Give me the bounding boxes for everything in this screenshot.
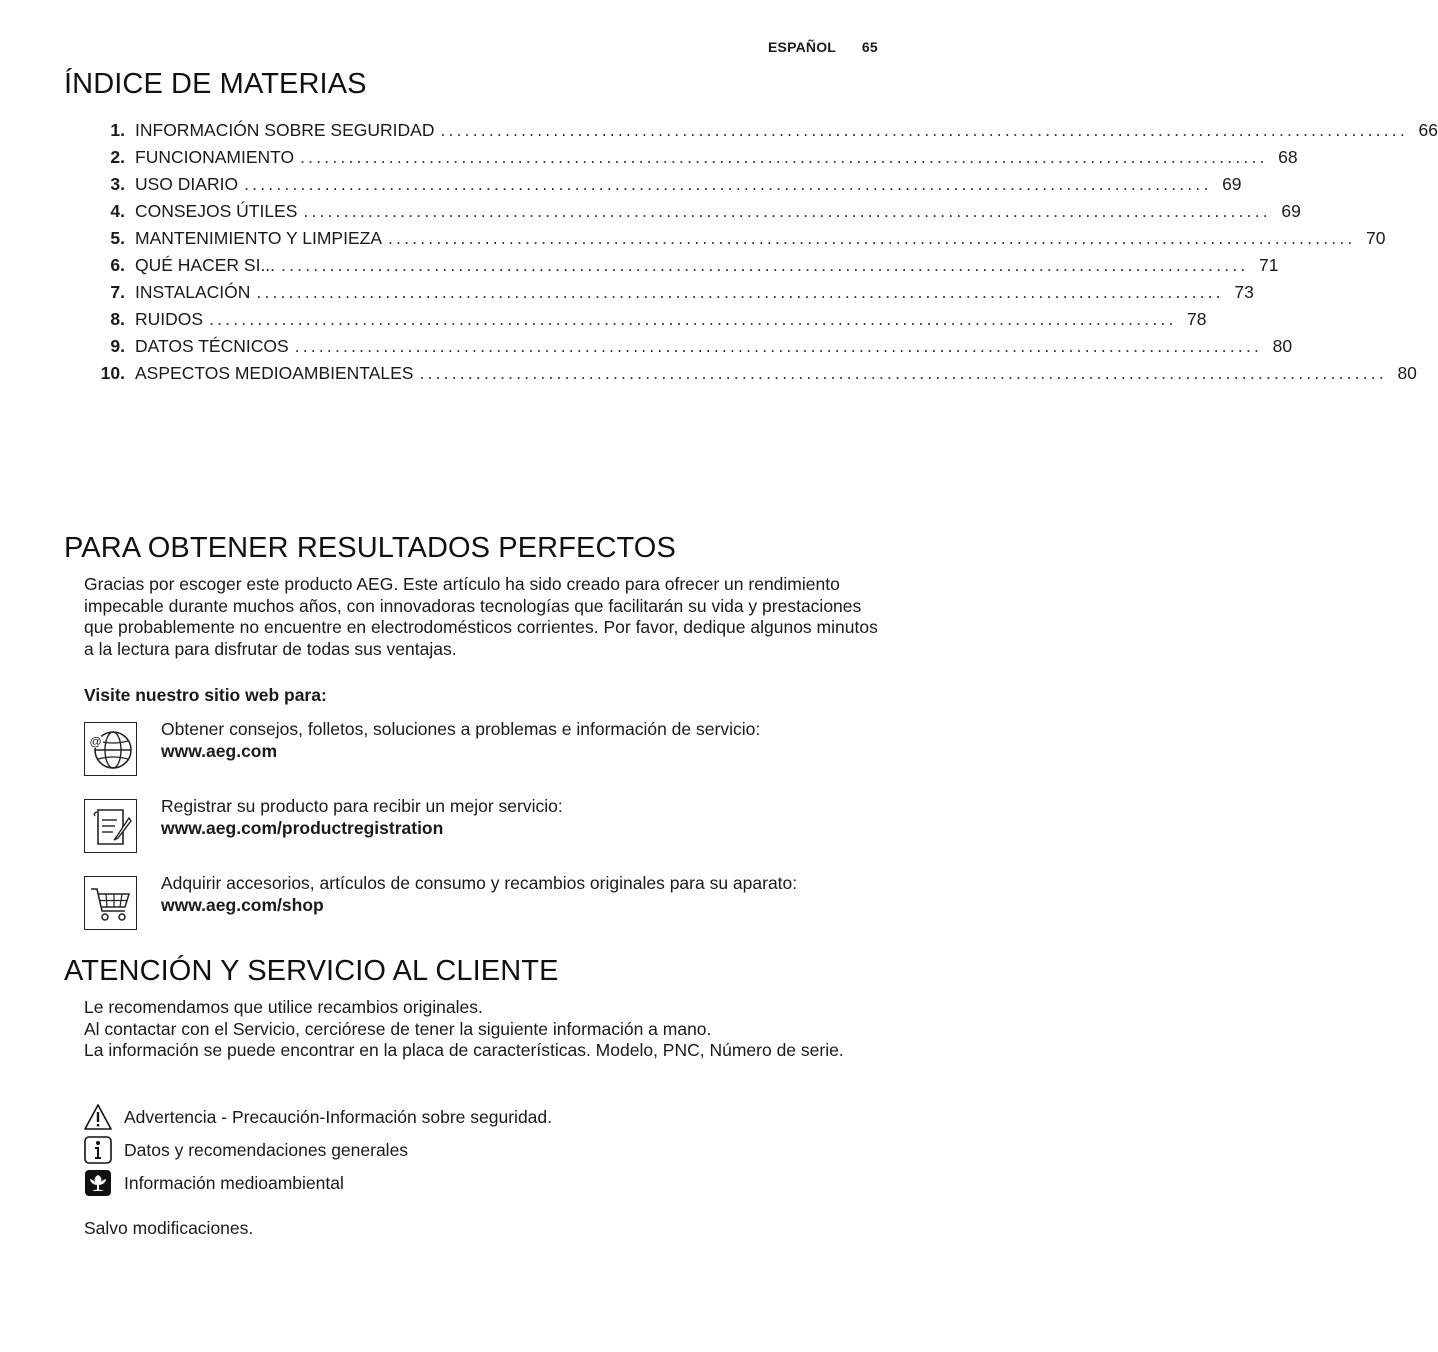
symbol-row-environment <box>84 1169 784 1197</box>
toc-item-page: 80 <box>1272 336 1293 356</box>
toc-heading: ÍNDICE DE MATERIAS <box>64 68 367 100</box>
service-line: Al contactar con el Servicio, cerciórese de tener la siguiente información a mano. <box>84 1018 712 1039</box>
toc-item-number: 6. <box>110 255 125 275</box>
toc-item[interactable] <box>95 255 1279 282</box>
symbol-environment-text: Información medioambiental <box>124 1173 344 1193</box>
service-line: Le recomendamos que utilice recambios originales. <box>84 997 483 1017</box>
toc-item[interactable] <box>95 120 1438 147</box>
visit-label: Visite nuestro sitio web para: <box>84 685 327 705</box>
toc-item-page: 78 <box>1187 309 1207 329</box>
toc-item-page: 68 <box>1278 147 1298 167</box>
toc-dot-leader: ........................................................................................................................ <box>294 336 1263 356</box>
toc-item-number: 10. <box>100 363 125 383</box>
shopping-cart-icon <box>84 876 137 930</box>
toc-item-title: ASPECTOS MEDIOAMBIENTALES <box>135 363 414 383</box>
toc-dot-leader: ........................................................................................................................ <box>419 363 1387 383</box>
toc-item-title: MANTENIMIENTO Y LIMPIEZA <box>135 228 382 248</box>
toc-dot-leader: ........................................................................................................................ <box>440 120 1408 140</box>
toc-item-page: 69 <box>1281 201 1301 221</box>
toc-dot-leader: ........................................................................................................................ <box>303 201 1271 221</box>
symbol-row-info <box>84 1136 784 1164</box>
toc-item-title: INFORMACIÓN SOBRE SEGURIDAD <box>135 120 435 140</box>
table-of-contents <box>95 120 1438 390</box>
toc-item-title: CONSEJOS ÚTILES <box>135 201 298 221</box>
toc-item[interactable] <box>95 147 1298 174</box>
toc-item-number: 3. <box>110 174 125 194</box>
toc-item-page: 66 <box>1418 120 1438 140</box>
toc-dot-leader: ........................................................................................................................ <box>244 174 1212 194</box>
toc-item-number: 5. <box>110 228 125 248</box>
toc-item-title: USO DIARIO <box>135 174 239 194</box>
toc-dot-leader: ........................................................................................................................ <box>300 147 1268 167</box>
service-body <box>84 997 884 1062</box>
toc-item[interactable] <box>95 309 1207 336</box>
toc-item[interactable] <box>95 336 1293 363</box>
toc-item-number: 2. <box>110 147 125 167</box>
symbol-row-warning <box>84 1103 784 1131</box>
toc-dot-leader: ........................................................................................................................ <box>281 255 1249 275</box>
website-text <box>161 719 881 762</box>
toc-item[interactable] <box>95 228 1386 255</box>
toc-item-page: 80 <box>1397 363 1417 383</box>
warning-triangle-icon <box>84 1103 112 1131</box>
header-page-number: 65 <box>861 39 878 55</box>
svg-text:@: @ <box>89 734 102 749</box>
toc-item-title: INSTALACIÓN <box>135 282 251 302</box>
toc-item[interactable] <box>95 282 1254 309</box>
environment-icon <box>84 1169 112 1197</box>
toc-item-number: 1. <box>110 120 125 140</box>
toc-item[interactable] <box>95 174 1242 201</box>
toc-item-title: RUIDOS <box>135 309 204 329</box>
toc-item[interactable] <box>95 363 1417 390</box>
shop-description: Adquirir accesorios, artículos de consumo y recambios originales para su aparato: <box>161 873 798 893</box>
toc-item-title: FUNCIONAMIENTO <box>135 147 295 167</box>
footer-note: Salvo modificaciones. <box>84 1218 254 1238</box>
info-icon <box>84 1136 112 1164</box>
website-description: Obtener consejos, folletos, soluciones a problemas e información de servicio: <box>161 719 761 739</box>
toc-dot-leader: ........................................................................................................................ <box>256 282 1224 302</box>
toc-item-page: 70 <box>1365 228 1386 248</box>
toc-item-title: DATOS TÉCNICOS <box>135 336 289 356</box>
toc-item-page: 69 <box>1222 174 1242 194</box>
symbol-info-text: Datos y recomendaciones generales <box>124 1140 409 1160</box>
header-language: ESPAÑOL <box>768 39 836 55</box>
website-link[interactable]: www.aeg.com <box>161 740 278 761</box>
symbol-warning-text: Advertencia - Precaución-Información sobre seguridad. <box>124 1107 552 1127</box>
service-line: La información se puede encontrar en la placa de características. Modelo, PNC, Número de serie. <box>84 1040 844 1060</box>
shop-link[interactable]: www.aeg.com/shop <box>161 894 324 915</box>
registration-form-icon <box>84 799 137 853</box>
shop-text <box>161 873 881 916</box>
toc-dot-leader: ........................................................................................................................ <box>209 309 1177 329</box>
toc-item-number: 9. <box>110 336 125 356</box>
registration-text <box>161 796 881 839</box>
results-heading: PARA OBTENER RESULTADOS PERFECTOS <box>64 532 676 564</box>
toc-item-title: QUÉ HACER SI... <box>135 255 276 275</box>
toc-item-number: 7. <box>110 282 125 302</box>
toc-item-number: 4. <box>110 201 125 221</box>
toc-dot-leader: ........................................................................................................................ <box>388 228 1356 248</box>
registration-description: Registrar su producto para recibir un mejor servicio: <box>161 796 563 816</box>
toc-item-page: 71 <box>1259 255 1279 275</box>
globe-at-icon <box>84 722 137 776</box>
page-header <box>768 39 878 55</box>
service-heading: ATENCIÓN Y SERVICIO AL CLIENTE <box>64 955 559 987</box>
toc-item[interactable] <box>95 201 1301 228</box>
toc-item-page: 73 <box>1234 282 1254 302</box>
results-intro: Gracias por escoger este producto AEG. Este artículo ha sido creado para ofrecer un rendimiento impecable durante muchos años, con innovadoras tecnologías que facilitarán su vida y prestaciones que probablemente no encuentre en electrodomésticos corrientes. Por favor, dedique algunos minutos a la lectura para disfrutar de todas sus ventajas. <box>84 574 878 659</box>
toc-item-number: 8. <box>110 309 125 329</box>
registration-link[interactable]: www.aeg.com/productregistration <box>161 817 444 838</box>
